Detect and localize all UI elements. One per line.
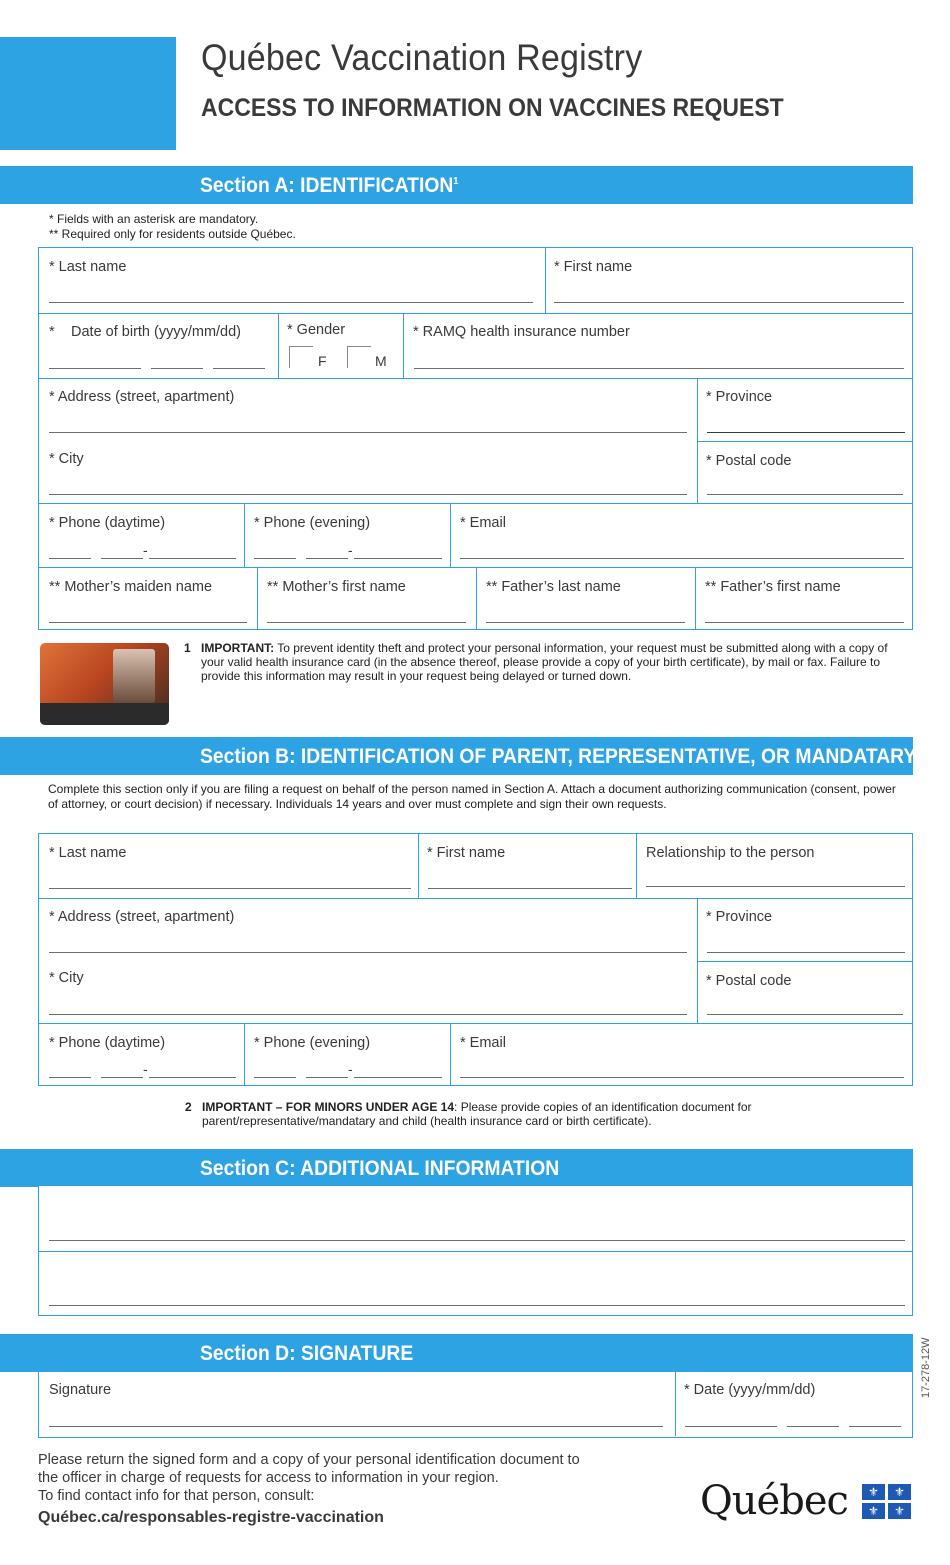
address-input[interactable] <box>49 432 687 433</box>
phone-evening-prefix-input[interactable] <box>306 558 348 559</box>
postal-code-label: * Postal code <box>706 453 792 469</box>
mandatory-note: * Fields with an asterisk are mandatory. <box>49 212 259 226</box>
section-d-form <box>38 1372 913 1438</box>
rep-province-input[interactable] <box>707 952 905 953</box>
rep-province-label: * Province <box>706 909 773 925</box>
dob-asterisk: * <box>49 324 55 340</box>
quebec-flag-icon: ⚜ ⚜ ⚜ ⚜ <box>862 1484 912 1518</box>
section-b-form <box>38 833 913 1086</box>
section-a-form <box>38 247 913 630</box>
rep-email-label: * Email <box>460 1035 506 1051</box>
phone-evening-line-input[interactable] <box>354 558 442 559</box>
footnote-2-bold: IMPORTANT – FOR MINORS UNDER AGE 14 <box>202 1100 455 1114</box>
section-b-title: Section B: IDENTIFICATION OF PARENT, REPRESENTATIVE, OR MANDATARY <box>200 745 916 768</box>
page-subtitle: ACCESS TO INFORMATION ON VACCINES REQUEST <box>201 94 784 122</box>
father-first-input[interactable] <box>705 622 904 623</box>
city-label: * City <box>49 451 84 467</box>
rep-phone-day-area-input[interactable] <box>49 1077 91 1078</box>
section-c-form <box>38 1186 913 1316</box>
gender-m-checkbox[interactable] <box>347 346 371 368</box>
rep-address-input[interactable] <box>49 952 687 953</box>
dob-month-input[interactable] <box>151 368 203 369</box>
additional-info-line-1[interactable] <box>49 1240 905 1241</box>
card-stripe <box>40 703 169 725</box>
gender-f-label: F <box>318 353 327 369</box>
postal-code-input[interactable] <box>707 494 903 495</box>
form-code: 17-278-12W <box>920 1337 932 1398</box>
footnote-2 <box>185 1100 805 1128</box>
dob-day-input[interactable] <box>213 368 265 369</box>
rep-phone-evening-area-input[interactable] <box>254 1077 296 1078</box>
header-color-block <box>0 37 176 150</box>
rep-phone-evening-prefix-input[interactable] <box>306 1077 348 1078</box>
footer-line-2: the officer in charge of requests for access to information in your region. <box>38 1470 499 1486</box>
father-first-label: ** Father’s first name <box>705 579 841 595</box>
rep-last-name-label: * Last name <box>49 845 127 861</box>
rep-first-name-input[interactable] <box>428 888 632 889</box>
email-label: * Email <box>460 515 506 531</box>
rep-postal-code-input[interactable] <box>707 1014 903 1015</box>
section-c-header <box>0 1149 913 1187</box>
last-name-input[interactable] <box>49 302 533 303</box>
first-name-label: * First name <box>554 259 633 275</box>
rep-city-input[interactable] <box>49 1014 687 1015</box>
rep-phone-day-prefix-input[interactable] <box>101 1077 143 1078</box>
section-b-header <box>0 737 927 775</box>
father-last-input[interactable] <box>486 622 685 623</box>
phone-day-label: * Phone (daytime) <box>49 515 166 531</box>
phone-evening-area-input[interactable] <box>254 558 296 559</box>
first-name-input[interactable] <box>554 302 904 303</box>
quebec-logo-word: Québec <box>700 1478 848 1524</box>
rep-phone-day-dash: - <box>143 1061 148 1077</box>
section-c-title: Section C: ADDITIONAL INFORMATION <box>200 1157 560 1180</box>
page-title: Québec Vaccination Registry <box>201 37 643 78</box>
signature-input[interactable] <box>49 1426 663 1427</box>
section-a-header <box>0 166 913 204</box>
rep-phone-evening-line-input[interactable] <box>354 1077 442 1078</box>
father-last-label: ** Father’s last name <box>486 579 621 595</box>
rep-last-name-input[interactable] <box>49 888 411 889</box>
last-name-label: * Last name <box>49 259 127 275</box>
rep-address-label: * Address (street, apartment) <box>49 909 235 925</box>
footer-line-1: Please return the signed form and a copy of your personal identification document to <box>38 1452 580 1468</box>
mother-maiden-input[interactable] <box>49 622 247 623</box>
gender-f-checkbox[interactable] <box>289 346 313 368</box>
rep-phone-evening-label: * Phone (evening) <box>254 1035 371 1051</box>
section-b-intro: Complete this section only if you are filing a request on behalf of the person named in Section A. Attach a document authorizing communication (consent, power of attorney, or court decision) if necessary. Individuals 14 years and over must complete and sign their own requests. <box>48 782 896 811</box>
quebec-logo <box>700 1478 920 1528</box>
relationship-input[interactable] <box>646 886 905 887</box>
footnote-1-number: 1 <box>184 641 191 655</box>
footnote-2-number: 2 <box>185 1100 192 1114</box>
phone-day-area-input[interactable] <box>49 558 91 559</box>
signature-label: Signature <box>49 1382 112 1398</box>
city-input[interactable] <box>49 494 687 495</box>
gender-m-label: M <box>375 353 387 369</box>
rep-email-input[interactable] <box>460 1077 904 1078</box>
footnote-1-bold: IMPORTANT: <box>201 641 275 655</box>
date-day-input[interactable] <box>849 1426 901 1427</box>
additional-info-line-2[interactable] <box>49 1305 905 1306</box>
email-input[interactable] <box>460 558 904 559</box>
footnote-1 <box>184 641 894 683</box>
card-photo <box>113 649 155 703</box>
phone-day-line-input[interactable] <box>149 558 236 559</box>
outside-quebec-note: ** Required only for residents outside Québec. <box>49 227 296 241</box>
section-d-header <box>0 1334 913 1372</box>
gender-label: * Gender <box>287 322 346 338</box>
ramq-label: * RAMQ health insurance number <box>413 324 630 340</box>
relationship-label: Relationship to the person <box>646 845 815 861</box>
footer-instructions <box>38 1451 580 1527</box>
rep-phone-evening-dash: - <box>348 1061 353 1077</box>
health-insurance-card-image <box>40 643 169 725</box>
province-label: * Province <box>706 389 773 405</box>
province-input[interactable] <box>707 432 905 433</box>
footnote-2-text: : Please provide copies of an identification document for parent/representative/mandatary and child (health insurance card or birth certificate). <box>202 1100 752 1128</box>
rep-phone-day-line-input[interactable] <box>149 1077 236 1078</box>
mother-maiden-label: ** Mother’s maiden name <box>49 579 213 595</box>
rep-city-label: * City <box>49 970 84 986</box>
footer-line-3: To find contact info for that person, consult: <box>38 1488 315 1504</box>
phone-evening-dash: - <box>348 542 353 558</box>
footer-url[interactable]: Québec.ca/responsables-registre-vaccination <box>38 1509 384 1526</box>
phone-day-prefix-input[interactable] <box>101 558 143 559</box>
section-a-title: Section A: IDENTIFICATION <box>200 174 454 197</box>
rep-phone-day-label: * Phone (daytime) <box>49 1035 166 1051</box>
rep-postal-code-label: * Postal code <box>706 973 792 989</box>
rep-first-name-label: * First name <box>427 845 506 861</box>
dob-label: Date of birth (yyyy/mm/dd) <box>71 324 242 340</box>
section-d-title: Section D: SIGNATURE <box>200 1342 414 1365</box>
phone-evening-label: * Phone (evening) <box>254 515 371 531</box>
mother-first-input[interactable] <box>267 622 466 623</box>
date-label: * Date (yyyy/mm/dd) <box>684 1382 816 1398</box>
address-label: * Address (street, apartment) <box>49 389 235 405</box>
section-a-footnote-ref: 1 <box>453 176 459 187</box>
ramq-input[interactable] <box>414 368 904 369</box>
dob-year-input[interactable] <box>49 368 141 369</box>
date-year-input[interactable] <box>685 1426 777 1427</box>
phone-day-dash: - <box>143 542 148 558</box>
footnote-1-text: To prevent identity theft and protect your personal information, your request must be submitted along with a copy of your valid health insurance card (in the absence thereof, please provide a copy of your birth certificate), by mail or fax. Failure to provide this information may result in your request being delayed or turned down. <box>201 641 888 683</box>
date-month-input[interactable] <box>787 1426 839 1427</box>
mother-first-label: ** Mother’s first name <box>267 579 406 595</box>
section-b-footnote-ref: 2 <box>921 747 927 758</box>
